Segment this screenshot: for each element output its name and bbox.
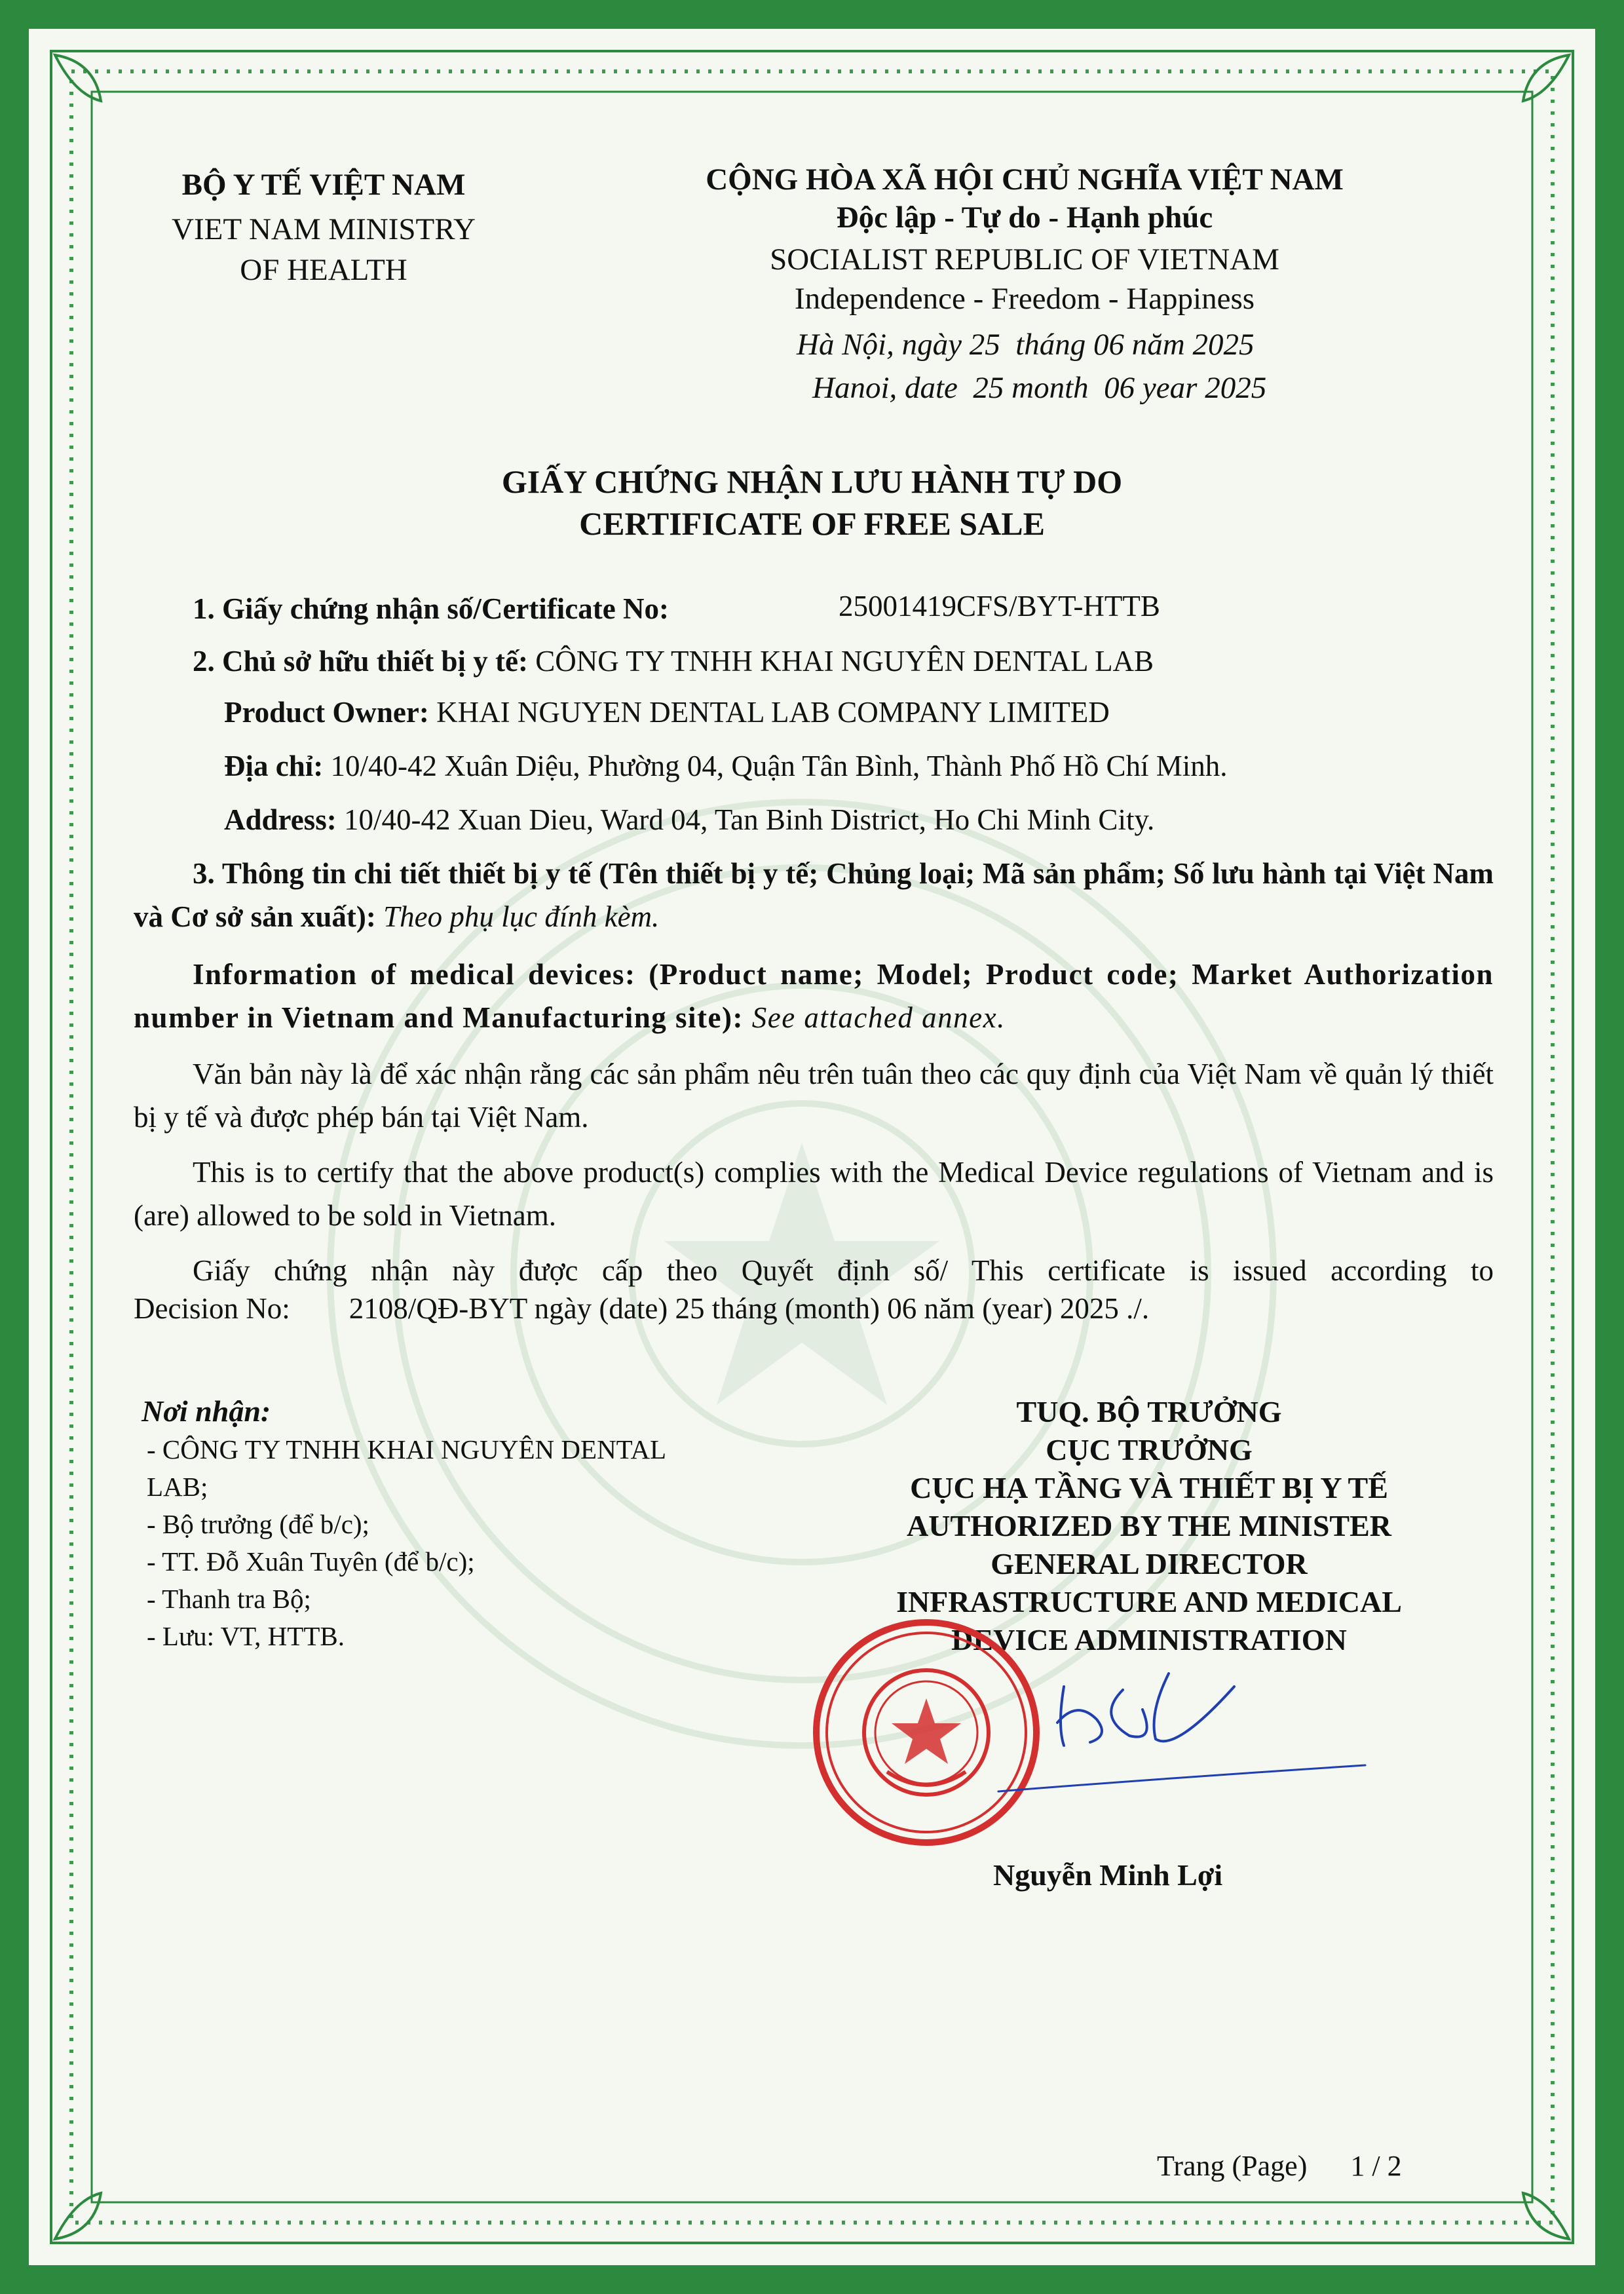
signatory-line: CỤC HẠ TẦNG VÀ THIẾT BỊ Y TẾ xyxy=(910,1471,1388,1504)
product-owner-en: Product Owner: KHAI NGUYEN DENTAL LAB COMPANY LIMITED xyxy=(224,696,1110,729)
signatory-line: GENERAL DIRECTOR xyxy=(991,1547,1308,1580)
signature-icon xyxy=(959,1660,1391,1824)
signatory-line: INFRASTRUCTURE AND MEDICAL xyxy=(896,1585,1402,1618)
certify-statement-vn: Văn bản này là để xác nhận rằng các sản phẩm nêu trên tuân theo các quy định của Việt Nam về quản lý thiết bị y tế và được phép bán tại Việt Nam. xyxy=(134,1058,1494,1134)
republic-name-vn: CỘNG HÒA XÃ HỘI CHỦ NGHĨA VIỆT NAM xyxy=(706,162,1344,197)
republic-name-en: SOCIALIST REPUBLIC OF VIETNAM xyxy=(770,242,1279,277)
recipient-item: - TT. Đỗ Xuân Tuyên (để b/c); xyxy=(147,1546,475,1577)
address-vn: Địa chỉ: 10/40-42 Xuân Diệu, Phường 04, Quận Tân Bình, Thành Phố Hồ Chí Minh. xyxy=(224,750,1228,782)
decision-line1: Giấy chứng nhận này được cấp theo Quyết định số/ This certificate is issued according to xyxy=(193,1254,1494,1287)
issue-date-en: Hanoi, date 25 month 06 year 2025 xyxy=(812,371,1267,405)
issue-date-vn: Hà Nội, ngày 25 tháng 06 năm 2025 xyxy=(797,328,1255,362)
ministry-name-en-line2: OF HEALTH xyxy=(240,253,407,287)
signatory-line: CỤC TRƯỞNG xyxy=(1046,1433,1253,1466)
signatory-line: TUQ. BỘ TRƯỞNG xyxy=(1016,1395,1282,1428)
motto-en: Independence - Freedom - Happiness xyxy=(794,282,1255,316)
decision-line2: Decision No: 2108/QĐ-BYT ngày (date) 25 tháng (month) 06 năm (year) 2025 ./. xyxy=(134,1292,1150,1325)
device-info-en: Information of medical devices: (Product name; Model; Product code; Market Authorization number in Vietnam and Manufacturing site): See attached annex. xyxy=(134,958,1494,1034)
ministry-name-vn: BỘ Y TẾ VIỆT NAM xyxy=(181,168,466,202)
certificate-no-label: 1. Giấy chứng nhận số/Certificate No: xyxy=(193,592,669,625)
recipient-item: - Thanh tra Bộ; xyxy=(147,1584,311,1614)
recipients-title: Nơi nhận: xyxy=(142,1394,271,1428)
recipients-list xyxy=(147,1431,666,1655)
address-en: Address: 10/40-42 Xuan Dieu, Ward 04, Tan Binh District, Ho Chi Minh City. xyxy=(224,803,1155,836)
recipient-item: - Bộ trưởng (để b/c); xyxy=(147,1509,369,1539)
device-info-vn: 3. Thông tin chi tiết thiết bị y tế (Tên thiết bị y tế; Chủng loại; Mã sản phẩm; Số lưu hành tại Việt Nam và Cơ sở sản xuất): Theo phụ lục đính kèm. xyxy=(134,857,1494,933)
motto-vn: Độc lập - Tự do - Hạnh phúc xyxy=(836,201,1213,235)
signatory-name: Nguyễn Minh Lợi xyxy=(993,1858,1223,1892)
certificate-title-vn: GIẤY CHỨNG NHẬN LƯU HÀNH TỰ DO xyxy=(501,463,1123,500)
signatory-line: DEVICE ADMINISTRATION xyxy=(951,1623,1347,1656)
certify-statement-en: This is to certify that the above product(s) complies with the Medical Device regulations of Vietnam and is (are) allowed to be sold in Vietnam. xyxy=(134,1156,1494,1232)
page-number: Trang (Page) 1 / 2 xyxy=(1157,2150,1402,2182)
signatory-line: AUTHORIZED BY THE MINISTER xyxy=(907,1509,1391,1542)
recipient-item: - Lưu: VT, HTTB. xyxy=(147,1621,345,1651)
recipient-item: LAB; xyxy=(147,1472,208,1502)
product-owner-vn: 2. Chủ sở hữu thiết bị y tế: CÔNG TY TNHH KHAI NGUYÊN DENTAL LAB xyxy=(193,645,1154,678)
certificate-page xyxy=(29,29,1595,2265)
ministry-name-en-line1: VIET NAM MINISTRY xyxy=(172,212,476,246)
certificate-no-value: 25001419CFS/BYT-HTTB xyxy=(839,590,1160,622)
recipient-item: - CÔNG TY TNHH KHAI NGUYÊN DENTAL xyxy=(147,1434,667,1464)
certificate-title-en: CERTIFICATE OF FREE SALE xyxy=(579,505,1045,542)
